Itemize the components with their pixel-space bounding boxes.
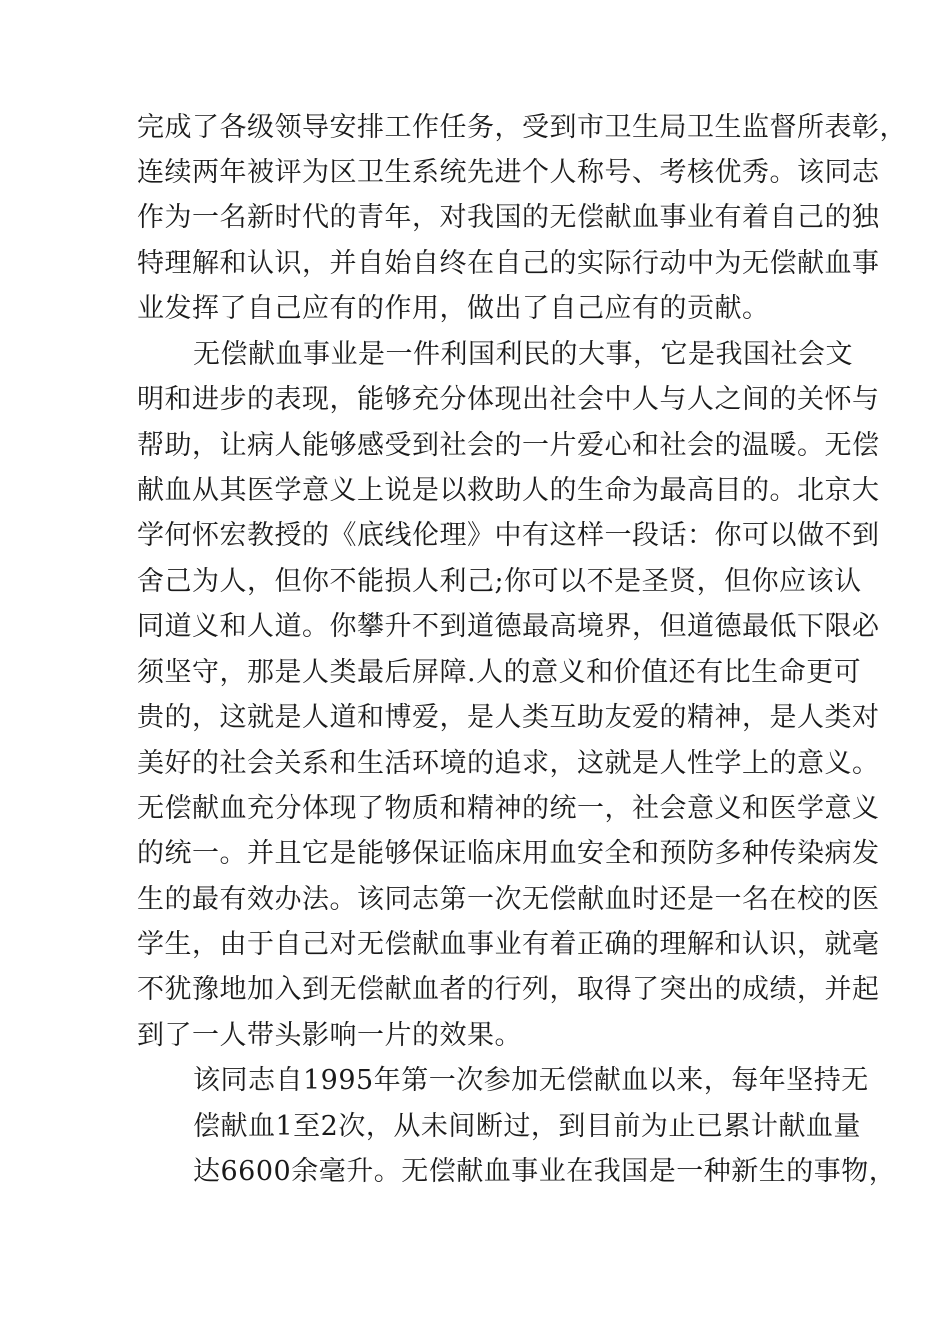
paragraph-2-line-10: 美好的社会关系和生活环境的追求，这就是人性学上的意义。 <box>137 748 880 779</box>
paragraph-2-line-12: 的统一。并且它是能够保证临床用血安全和预防多种传染病发 <box>137 838 880 869</box>
paragraph-3-line-1: 该同志自1995年第一次参加无偿献血以来，每年坚持无 <box>193 1065 869 1096</box>
paragraph-1-line-2: 连续两年被评为区卫生系统先进个人称号、考核优秀。该同志 <box>137 157 880 188</box>
paragraph-1-line-5: 业发挥了自己应有的作用，做出了自己应有的贡献。 <box>137 293 770 324</box>
paragraph-2-line-4: 献血从其医学意义上说是以救助人的生命为最高目的。北京大 <box>137 475 880 506</box>
paragraph-3-line-3: 达6600余毫升。无偿献血事业在我国是一种新生的事物， <box>193 1156 897 1187</box>
paragraph-3-line-2: 偿献血1至2次，从未间断过，到目前为止已累计献血量 <box>193 1111 861 1142</box>
paragraph-2-line-8: 须坚守，那是人类最后屏障.人的意义和价值还有比生命更可 <box>137 657 862 688</box>
paragraph-2-line-6: 舍己为人，但你不能损人利己;你可以不是圣贤，但你应该认 <box>137 566 862 597</box>
paragraph-2-line-3: 帮助，让病人能够感受到社会的一片爱心和社会的温暖。无偿 <box>137 430 880 461</box>
paragraph-1-line-1: 完成了各级领导安排工作任务，受到市卫生局卫生监督所表彰， <box>137 112 907 143</box>
paragraph-2-line-14: 学生，由于自己对无偿献血事业有着正确的理解和认识，就毫 <box>137 929 880 960</box>
paragraph-2-line-1: 无偿献血事业是一件利国利民的大事，它是我国社会文 <box>193 339 853 370</box>
paragraph-2-line-5: 学何怀宏教授的《底线伦理》中有这样一段话：你可以做不到 <box>137 520 880 551</box>
paragraph-1-line-3: 作为一名新时代的青年，对我国的无偿献血事业有着自己的独 <box>137 202 880 233</box>
paragraph-2-line-11: 无偿献血充分体现了物质和精神的统一，社会意义和医学意义 <box>137 793 880 824</box>
paragraph-2-line-2: 明和进步的表现，能够充分体现出社会中人与人之间的关怀与 <box>137 384 880 415</box>
paragraph-2-line-16: 到了一人带头影响一片的效果。 <box>137 1020 522 1051</box>
paragraph-2-line-13: 生的最有效办法。该同志第一次无偿献血时还是一名在校的医 <box>137 884 880 915</box>
paragraph-2-line-7: 同道义和人道。你攀升不到道德最高境界，但道德最低下限必 <box>137 611 880 642</box>
paragraph-2-line-15: 不犹豫地加入到无偿献血者的行列，取得了突出的成绩，并起 <box>137 974 880 1005</box>
paragraph-1-line-4: 特理解和认识，并自始自终在自己的实际行动中为无偿献血事 <box>137 248 880 279</box>
paragraph-2-line-9: 贵的，这就是人道和博爱，是人类互助友爱的精神，是人类对 <box>137 702 880 733</box>
